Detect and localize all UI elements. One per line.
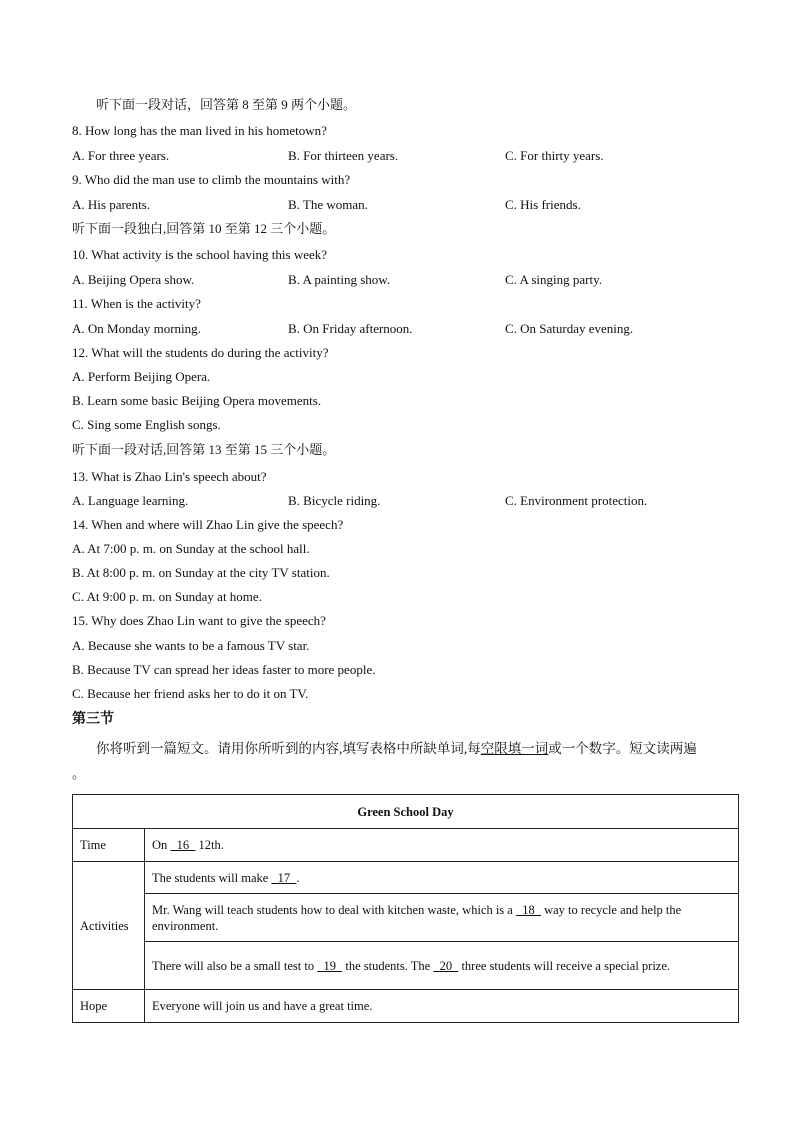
- time-text-end: 12th.: [195, 838, 224, 852]
- activity-2-text: Mr. Wang will teach students how to deal with kitchen waste, which is a: [152, 902, 516, 917]
- section-3-heading: 第三节: [72, 711, 114, 727]
- question-10: 10. What activity is the school having this week?: [72, 247, 328, 262]
- q10-option-b: B. A painting show.: [288, 272, 391, 287]
- activity-1-text: The students will make: [152, 870, 272, 885]
- activity-2-cell: [145, 894, 739, 942]
- q11-option-c: C. On Saturday evening.: [505, 321, 634, 336]
- blank-17: 17: [271, 870, 297, 885]
- time-text: On: [152, 838, 171, 852]
- q10-option-c: C. A singing party.: [505, 272, 603, 287]
- q13-option-a: A. Language learning.: [72, 493, 189, 508]
- q12-option-a: A. Perform Beijing Opera.: [72, 369, 211, 384]
- row-label-activities: Activities: [73, 862, 145, 990]
- q13-option-c: C. Environment protection.: [505, 493, 648, 508]
- q11-option-b: B. On Friday afternoon.: [288, 321, 413, 336]
- question-9: 9. Who did the man use to climb the mountains with?: [72, 172, 351, 187]
- question-14: 14. When and where will Zhao Lin give the speech?: [72, 517, 344, 532]
- question-8: 8. How long has the man lived in his hometown?: [72, 123, 327, 138]
- instruction-period: 。: [72, 766, 86, 781]
- time-cell: [145, 829, 739, 862]
- instruction-dialog-13-15: 听下面一段对话,回答第 13 至第 15 三个小题。: [72, 442, 336, 457]
- activity-3-cell: [145, 942, 739, 990]
- q15-option-a: A. Because she wants to be a famous TV star.: [72, 638, 310, 653]
- row-label-hope: Hope: [73, 990, 145, 1023]
- question-13: 13. What is Zhao Lin's speech about?: [72, 469, 267, 484]
- q9-option-c: C. His friends.: [505, 197, 581, 212]
- q14-option-c: C. At 9:00 p. m. on Sunday at home.: [72, 589, 262, 604]
- q12-option-c: C. Sing some English songs.: [72, 417, 221, 432]
- blank-19: 19: [317, 958, 343, 973]
- q15-option-c: C. Because her friend asks her to do it on TV.: [72, 686, 309, 701]
- question-12: 12. What will the students do during the activity?: [72, 345, 329, 360]
- activity-3-text-mid: the students. The: [342, 958, 434, 973]
- section-3-instruction: [96, 741, 697, 757]
- instruction-text-end: 或一个数字。短文读两遍: [548, 741, 697, 756]
- activity-3-text: There will also be a small test to: [152, 958, 318, 973]
- q13-option-b: B. Bicycle riding.: [288, 493, 381, 508]
- q8-option-a: A. For three years.: [72, 148, 170, 163]
- q12-option-b: B. Learn some basic Beijing Opera movements.: [72, 393, 322, 408]
- question-15: 15. Why does Zhao Lin want to give the speech?: [72, 613, 326, 628]
- green-school-day-table: [72, 794, 739, 1023]
- q10-option-a: A. Beijing Opera show.: [72, 272, 195, 287]
- blank-16: 16: [170, 838, 196, 852]
- q8-option-c: C. For thirty years.: [505, 148, 604, 163]
- instruction-monologue-10-12: 听下面一段独白,回答第 10 至第 12 三个小题。: [72, 221, 336, 236]
- activity-2-text-end: way to recycle and help the environment.: [152, 902, 682, 933]
- instruction-dialog-8-9: 听下面一段对话，回答第 8 至第 9 两个小题。: [96, 97, 357, 112]
- q11-option-a: A. On Monday morning.: [72, 321, 201, 336]
- q14-option-a: A. At 7:00 p. m. on Sunday at the school hall.: [72, 541, 310, 556]
- question-11: 11. When is the activity?: [72, 296, 201, 311]
- instruction-text: 你将听到一篇短文。请用你所听到的内容,填写表格中所缺单词,每: [96, 741, 481, 756]
- q15-option-b: B. Because TV can spread her ideas faster to more people.: [72, 662, 376, 677]
- activity-1-cell: [145, 862, 739, 894]
- row-label-time: Time: [73, 829, 145, 862]
- q9-option-a: A. His parents.: [72, 197, 150, 212]
- blank-20: 20: [433, 958, 459, 973]
- q8-option-b: B. For thirteen years.: [288, 148, 399, 163]
- table-title: Green School Day: [73, 795, 739, 829]
- activity-1-text-end: .: [296, 870, 300, 885]
- blank-18: 18: [515, 902, 541, 917]
- q14-option-b: B. At 8:00 p. m. on Sunday at the city TV station.: [72, 565, 330, 580]
- hope-cell: Everyone will join us and have a great time.: [145, 990, 739, 1023]
- instruction-underlined-text: 空限填一词: [480, 741, 549, 756]
- activity-3-text-end: three students will receive a special prize.: [458, 958, 671, 973]
- q9-option-b: B. The woman.: [288, 197, 368, 212]
